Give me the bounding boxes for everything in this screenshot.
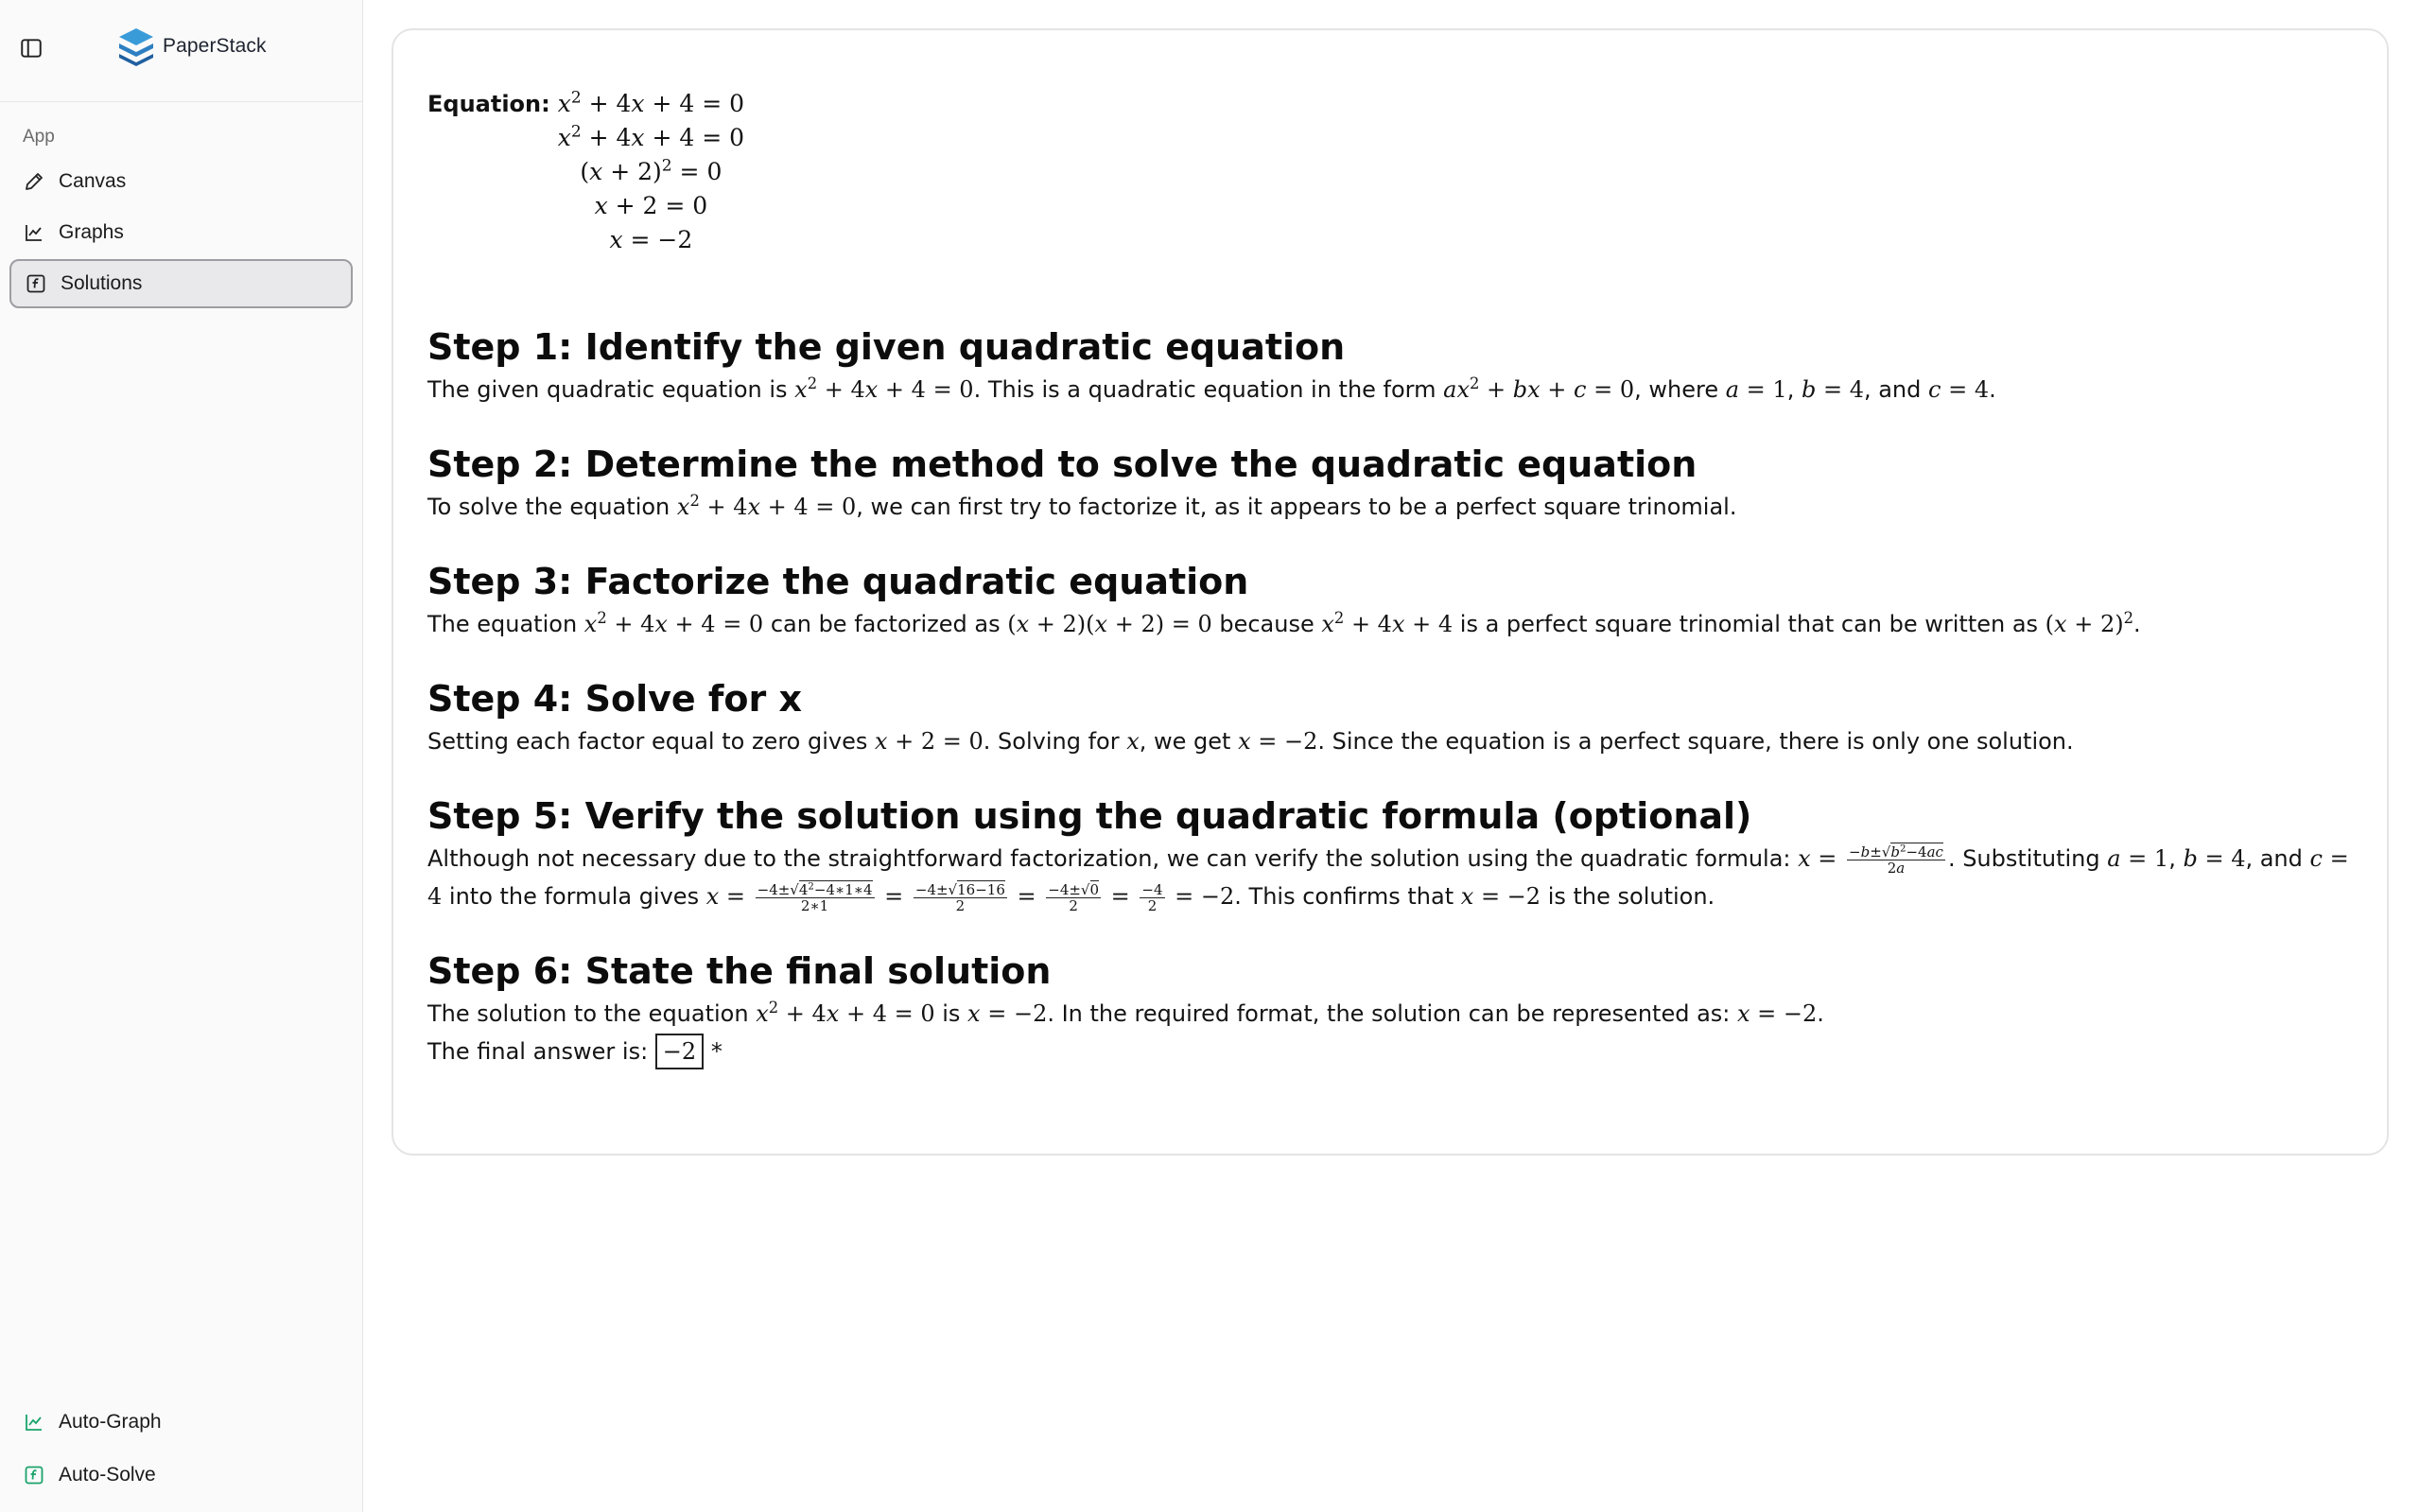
brand[interactable] bbox=[115, 25, 267, 68]
sidebar-item-solutions[interactable] bbox=[9, 259, 353, 308]
panel-left-icon bbox=[19, 36, 44, 61]
sidebar-item-auto-graph[interactable] bbox=[9, 1397, 353, 1448]
step-body: Setting each factor equal to zero gives x + 2 = 0. Solving for x, we get x = −2. Since the equation is a perfect square, there is only one solution. bbox=[427, 728, 2074, 755]
step-body: Although not necessary due to the straightforward factorization, we can verify the solution using the quadratic formula: x = $\frac{-b\pm√b^2-4ac}{2a}$ . Substituting a = 1, b = 4, and c = 4 into the formula gives x = $\frac{-4\pm√4^2-4∗1∗4}{2∗1}$ = $\frac{-4\pm√16-16}{2}$ = $\frac{-4\pm√0}{2}$ = $\frac{-4}{2}$ = −2. This confirms that x = −2 is the solution. bbox=[427, 843, 2349, 914]
equation-block bbox=[427, 87, 2353, 257]
equation-line: x = −2 bbox=[609, 226, 693, 253]
equation-lines bbox=[558, 87, 744, 257]
chart-icon bbox=[23, 1411, 45, 1434]
step-title: Step 2: Determine the method to solve the quadratic equation bbox=[427, 443, 1697, 485]
final-answer-label: The final answer is: bbox=[427, 1038, 655, 1065]
sidebar-item-label: Canvas bbox=[59, 170, 127, 192]
final-answer-box: −2 bbox=[655, 1034, 704, 1069]
sidebar-item-label: Auto-Solve bbox=[59, 1464, 156, 1486]
function-icon bbox=[25, 272, 47, 295]
sidebar bbox=[0, 0, 363, 1512]
sidebar-footer bbox=[9, 1397, 353, 1503]
step-4 bbox=[427, 677, 2353, 760]
nav-section-label: App bbox=[23, 127, 55, 147]
step-title: Step 5: Verify the solution using the quadratic formula (optional) bbox=[427, 795, 1752, 837]
step-1 bbox=[427, 325, 2353, 408]
logo-icon bbox=[115, 25, 157, 68]
pencil-icon bbox=[23, 170, 45, 193]
sidebar-item-graphs[interactable] bbox=[9, 208, 353, 257]
sidebar-header bbox=[0, 0, 362, 102]
equation-line: $x^2 + 4x + 4 = 0$ bbox=[557, 122, 745, 151]
brand-name: PaperStack bbox=[163, 35, 267, 57]
chart-icon bbox=[23, 221, 45, 244]
step-2 bbox=[427, 443, 2353, 526]
sidebar-item-label: Graphs bbox=[59, 221, 124, 243]
step-body: The given quadratic equation is $x^2 + 4x + 4 = 0$. This is a quadratic equation in the form $ax^2$ + bx + c = 0, where a = 1, b = 4, and c = 4. bbox=[427, 374, 1996, 403]
step-3 bbox=[427, 560, 2353, 643]
solution-card bbox=[392, 28, 2389, 1156]
step-5 bbox=[427, 794, 2353, 915]
sidebar-toggle-button[interactable] bbox=[17, 34, 45, 62]
step-body: The solution to the equation $x^2 + 4x + 4 = 0$ is x = −2. In the required format, the solution can be represented as: x = −2. The final answer is: −2 * bbox=[427, 995, 2353, 1070]
equation-line: x + 2 = 0 bbox=[594, 192, 708, 219]
sidebar-item-auto-solve[interactable] bbox=[9, 1450, 353, 1501]
equation-line: $(x + 2)^2 = 0$ bbox=[580, 156, 723, 185]
step-body: The equation $x^2 + 4x + 4 = 0$ can be factorized as (x + 2)(x + 2) = 0 because $x^2 + 4x + 4$ is a perfect square trinomial that can be written as $(x + 2)^2$. bbox=[427, 609, 2141, 637]
main-nav bbox=[0, 157, 362, 310]
step-title: Step 1: Identify the given quadratic equation bbox=[427, 326, 1346, 368]
step-title: Step 4: Solve for x bbox=[427, 678, 802, 720]
sidebar-item-label: Solutions bbox=[61, 272, 143, 294]
equation-line: $x^2 + 4x + 4 = 0$ bbox=[557, 88, 745, 117]
step-6 bbox=[427, 949, 2353, 1070]
main-content bbox=[363, 0, 2420, 1512]
step-title: Step 3: Factorize the quadratic equation bbox=[427, 561, 1249, 602]
step-title: Step 6: State the final solution bbox=[427, 950, 1052, 992]
equation-label: Equation: bbox=[427, 91, 550, 117]
sidebar-item-canvas[interactable] bbox=[9, 157, 353, 206]
step-body: To solve the equation $x^2 + 4x + 4 = 0$, we can first try to factorize it, as it appears to be a perfect square trinomial. bbox=[427, 492, 1737, 520]
sidebar-item-label: Auto-Graph bbox=[59, 1411, 162, 1433]
function-icon bbox=[23, 1464, 45, 1486]
